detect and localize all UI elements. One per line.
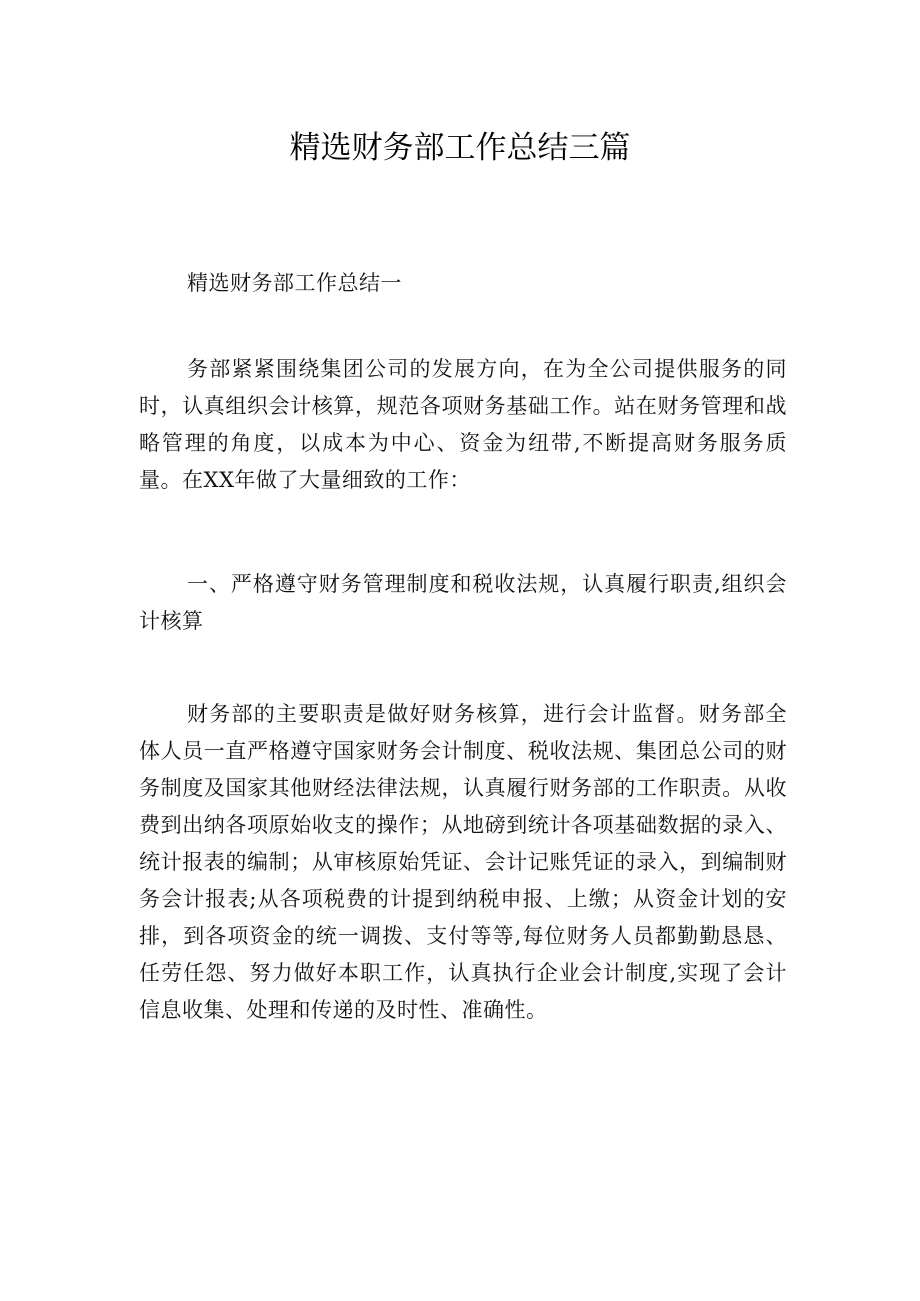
document-title: 精选财务部工作总结三篇	[289, 130, 631, 166]
section-subtitle: 精选财务部工作总结一	[187, 271, 402, 295]
body-paragraph: 财务部的主要职责是做好财务核算，进行会计监督。财务部全体人员一直严格遵守国家财务会计制度、税收法规、集团总公司的财务制度及国家其他财经法律法规，认真履行财务部的工作职责。从收费到出纳各项原始收支的操作；从地磅到统计各项基础数据的录入、统计报表的编制；从审核原始凭证、会计记账凭证的录入，到编制财务会计报表;从各项税费的计提到纳税申报、上缴；从资金计划的安排，到各项资金的统一调拨、支付等等,每位财务人员都勤勤恳恳、任劳任怨、努力做好本职工作，认真执行企业会计制度,实现了会计信息收集、处理和传递的及时性、准确性。	[139, 702, 787, 1022]
section-heading: 一、严格遵守财务管理制度和税收法规，认真履行职责,组织会计核算	[139, 572, 787, 633]
intro-paragraph: 务部紧紧围绕集团公司的发展方向，在为全公司提供服务的同时，认真组织会计核算，规范各项财务基础工作。站在财务管理和战略管理的角度，以成本为中心、资金为纽带,不断提高财务服务质量。在XX年做了大量细致的工作：	[139, 357, 787, 492]
